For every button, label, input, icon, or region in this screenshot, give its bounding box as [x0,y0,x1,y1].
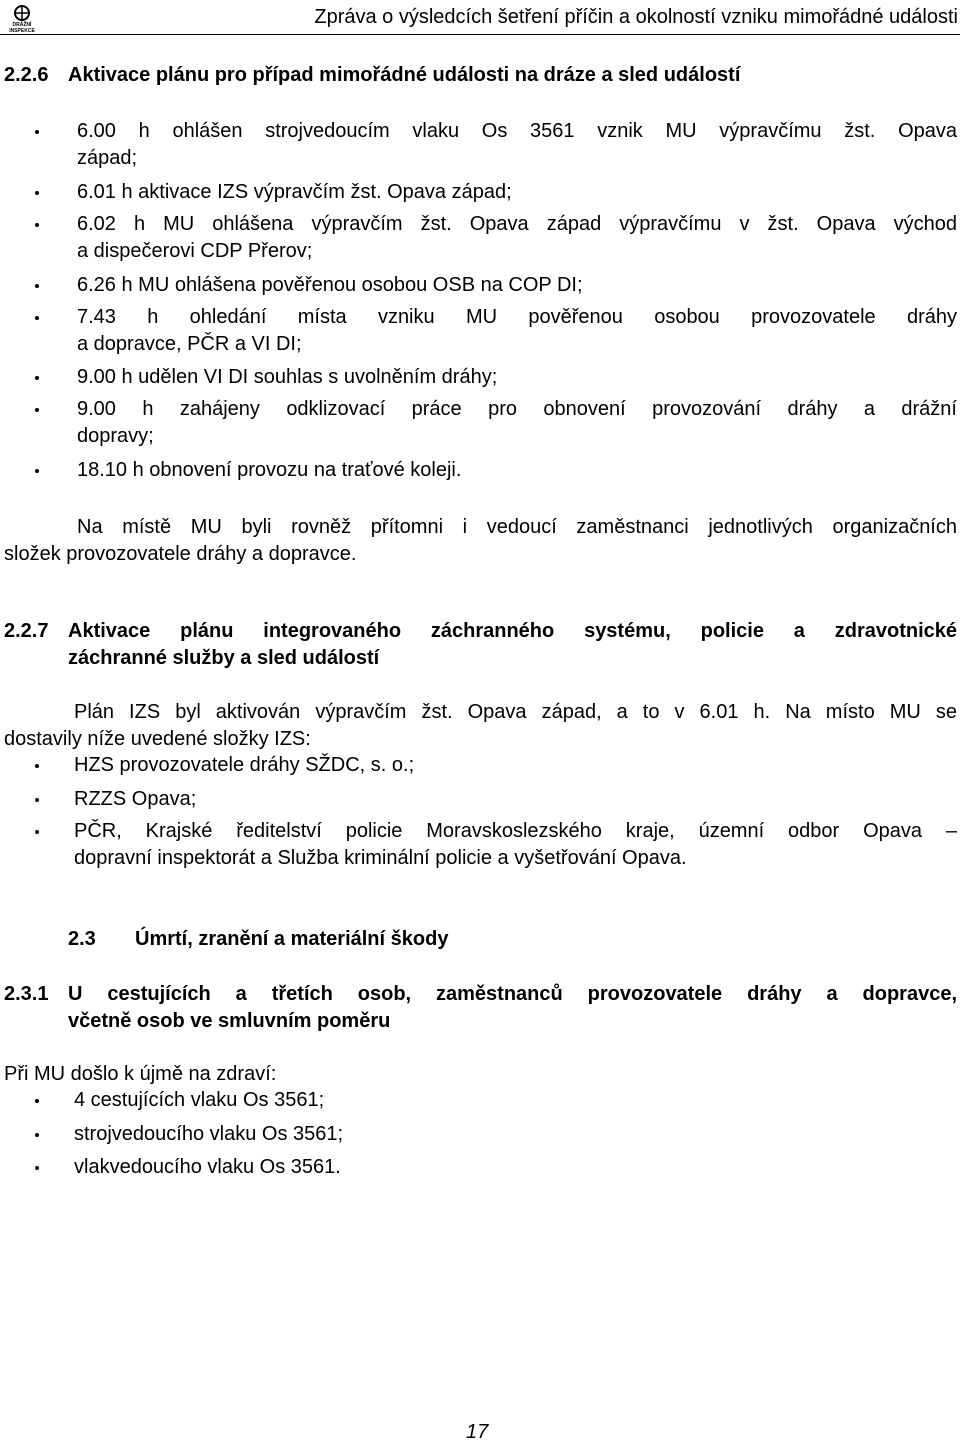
injury-intro: Při MU došlo k újmě na zdraví: [4,1063,277,1085]
bullet [35,191,39,195]
list-item: 6.02 h MU ohlášena výpravčím žst. Opava západ výpravčímu v žst. Opava východ [77,213,957,235]
bullet [35,408,39,412]
bullet [35,284,39,288]
list-item: vlakvedoucího vlaku Os 3561. [74,1156,341,1178]
list-item-continuation: dopravní inspektorát a Služba kriminální policie a vyšetřování Opava. [74,847,687,869]
section-title-2-2-6: Aktivace plánu pro případ mimořádné události na dráze a sled událostí [68,64,741,86]
list-item: 9.00 h zahájeny odklizovací práce pro obnovení provozování dráhy a drážní [77,398,957,420]
bullet [35,376,39,380]
document-header-title: Zpráva o výsledcích šetření příčin a okolností vzniku mimořádné události [314,6,958,28]
svg-text:INSPEKCE: INSPEKCE [9,28,35,34]
section-title-2-3-1-cont: včetně osob ve smluvním poměru [68,1010,391,1032]
list-item: 4 cestujících vlaku Os 3561; [74,1089,325,1111]
bullet [35,1099,39,1103]
list-item: strojvedoucího vlaku Os 3561; [74,1123,344,1145]
page-number: 17 [466,1421,489,1443]
section-title-2-2-7-cont: záchranné služby a sled událostí [68,647,380,669]
bullet [35,130,39,134]
section-title-2-3: Úmrtí, zranění a materiální škody [135,928,449,950]
section-number-2-2-6: 2.2.6 [4,64,49,86]
list-item-continuation: dopravy; [77,425,154,447]
list-item: 6.00 h ohlášen strojvedoucím vlaku Os 3561 vznik MU výpravčímu žst. Opava [77,120,957,142]
bullet [35,223,39,227]
list-item-continuation: západ; [77,147,138,169]
bullet [35,764,39,768]
bullet [35,830,39,834]
list-item: HZS provozovatele dráhy SŽDC, s. o.; [74,754,415,776]
paragraph-line: Na místě MU byli rovněž přítomni i vedoucí zaměstnanci jednotlivých organizačních [77,516,957,538]
bullet [35,1133,39,1137]
section-number-2-2-7: 2.2.7 [4,620,49,642]
list-item: 6.26 h MU ohlášena pověřenou osobou OSB na COP DI; [77,274,583,296]
header-divider [0,34,960,35]
section-title-2-2-7: Aktivace plánu integrovaného záchranného systému, policie a zdravotnické [68,620,957,642]
list-item: 18.10 h obnovení provozu na traťové koleji. [77,459,462,481]
list-item: 7.43 h ohledání místa vzniku MU pověřenou osobou provozovatele dráhy [77,306,957,328]
paragraph-line: složek provozovatele dráhy a dopravce. [4,543,357,565]
bullet [35,469,39,473]
bullet [35,1166,39,1170]
section-title-2-3-1: U cestujících a třetích osob, zaměstnanců provozovatele dráhy a dopravce, [68,983,957,1005]
drazni-inspekce-logo [4,4,40,34]
list-item-continuation: a dispečerovi CDP Přerov; [77,240,313,262]
list-item-continuation: a dopravce, PČR a VI DI; [77,333,302,355]
paragraph-line: Plán IZS byl aktivován výpravčím žst. Opava západ, a to v 6.01 h. Na místo MU se [74,701,957,723]
list-item: 9.00 h udělen VI DI souhlas s uvolněním dráhy; [77,366,498,388]
bullet [35,316,39,320]
section-number-2-3-1: 2.3.1 [4,983,49,1005]
list-item: RZZS Opava; [74,788,197,810]
bullet [35,798,39,802]
list-item: 6.01 h aktivace IZS výpravčím žst. Opava západ; [77,181,512,203]
svg-text:DRÁŽNÍ: DRÁŽNÍ [12,22,32,28]
section-number-2-3: 2.3 [68,928,96,950]
list-item: PČR, Krajské ředitelství policie Moravskoslezského kraje, územní odbor Opava – [74,820,957,842]
paragraph-line: dostavily níže uvedené složky IZS: [4,728,311,750]
